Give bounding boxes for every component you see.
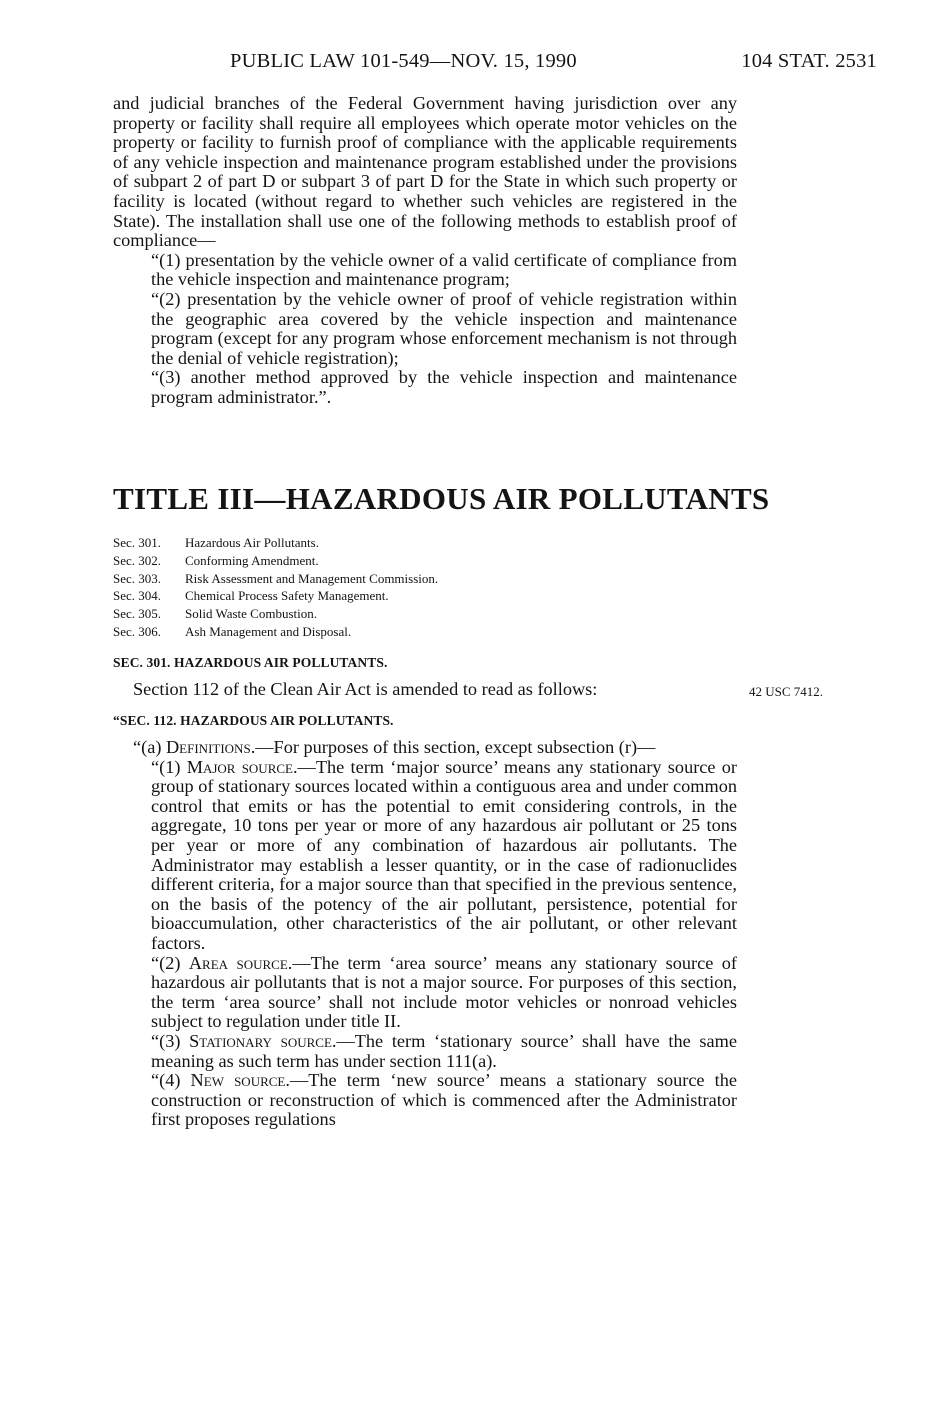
toc-section-label: Chemical Process Safety Management.	[185, 588, 389, 604]
toc-section-label: Ash Management and Disposal.	[185, 623, 352, 639]
toc-section-number: Sec. 303.	[113, 570, 162, 586]
proof-method-1: “(1) presentation by the vehicle owner of a valid certificate of compliance from the vehicle inspection and maintenance program;	[151, 249, 737, 290]
definition-caption: Major source	[186, 756, 293, 777]
subsection-a-text: .—For purposes of this section, except subsection (r)—	[250, 737, 656, 757]
toc-entry	[113, 623, 438, 641]
definition-prefix: “(3)	[151, 1030, 190, 1051]
proof-method-2: “(2) presentation by the vehicle owner of proof of vehicle registration within the geographic area covered by the vehicle inspection and maintenance program (except for any program whose enforcement mechanism is not through the denial of vehicle registration);	[151, 288, 737, 368]
definition-prefix: “(2)	[151, 952, 189, 973]
running-head	[0, 50, 943, 76]
definition-text: .—The term ‘area source’ means any stationary source of hazardous air pollutants that is not a major source. For purposes of this section, the term ‘area source’ shall not include motor vehicles or nonroad vehicles subject to regulation under title II.	[151, 952, 737, 1032]
section-112-heading: “SEC. 112. HAZARDOUS AIR POLLUTANTS.	[113, 713, 394, 728]
definition-prefix: “(4)	[151, 1070, 191, 1091]
definition-text: .—The term ‘new source’ means a stationary source the construction or reconstruction of which is commenced after the Administrator first proposes regulations	[151, 1070, 737, 1130]
margin-citation: 42 USC 7412.	[749, 684, 824, 699]
definition-area-source	[151, 954, 737, 1032]
definition-caption: Area source	[188, 952, 288, 973]
section-301-body	[113, 680, 737, 700]
definition-caption: New source	[190, 1070, 286, 1091]
subsection-a	[113, 738, 737, 758]
toc-section-number: Sec. 304.	[113, 588, 162, 604]
definition-text: .—The term ‘major source’ means any stationary source or group of stationary sources located within a contiguous area and under common control that emits or has the potential to emit considering controls, in the aggregate, 10 tons per year or more of any hazardous air pollutant or 25 tons per year or more of any combination of hazardous air pollutants. The Administrator may establish a lesser quantity, or in the case of radionuclides different criteria, for a major source than that specified in the previous sentence, on the basis of the potency of the air pollutant, persistence, potential for bioaccumulation, other characteristics of the air pollutant, or other relevant factors.	[151, 756, 737, 953]
toc-section-number: Sec. 305.	[113, 606, 162, 622]
running-head-title: PUBLIC LAW 101-549—NOV. 15, 1990	[230, 50, 577, 72]
definition-stationary-source	[151, 1032, 737, 1071]
toc-section-number: Sec. 302.	[113, 552, 162, 568]
toc-section-number: Sec. 301.	[113, 535, 162, 550]
section-301-heading: SEC. 301. HAZARDOUS AIR POLLUTANTS.	[113, 655, 388, 670]
toc-section-label: Solid Waste Combustion.	[185, 606, 317, 622]
definition-caption: Stationary source	[189, 1030, 332, 1051]
definition-major-source	[151, 758, 737, 954]
section-301-intro: Section 112 of the Clean Air Act is amended to read as follows:	[133, 679, 598, 699]
toc-section-label: Hazardous Air Pollutants.	[185, 535, 319, 550]
table-of-contents	[113, 534, 438, 641]
toc-entry	[113, 552, 438, 570]
section-112-body	[113, 738, 737, 1130]
title-heading: TITLE III—HAZARDOUS AIR POLLUTANTS	[113, 481, 770, 516]
toc-section-number: Sec. 306.	[113, 623, 162, 639]
toc-entry	[113, 534, 438, 552]
definition-new-source	[151, 1071, 737, 1130]
toc-entry	[113, 605, 438, 623]
subsection-a-prefix: “(a)	[133, 737, 166, 757]
subsection-a-caption: Definitions	[165, 737, 251, 757]
toc-entry	[113, 570, 438, 588]
statute-page-number: 104 STAT. 2531	[741, 50, 877, 72]
toc-section-label: Risk Assessment and Management Commission.	[185, 570, 439, 586]
continuation-block	[113, 94, 737, 408]
toc-section-label: Conforming Amendment.	[185, 552, 319, 568]
proof-method-3: “(3) another method approved by the vehicle inspection and maintenance program administrator.”.	[151, 367, 737, 407]
definition-text: .—The term ‘stationary source’ shall have the same meaning as such term has under section 111(a).	[151, 1030, 737, 1071]
continuation-paragraph: and judicial branches of the Federal Government having jurisdiction over any property or facility shall require all employees which operate motor vehicles on the property or facility to furnish proof of compliance with the applicable requirements of any vehicle inspection and maintenance program established under the provisions of subpart 2 of part D or subpart 3 of part D for the State in which such property or facility is located (without regard to whether such vehicles are registered in the State). The installation shall use one of the following methods to establish proof of compliance—	[113, 93, 737, 251]
definition-prefix: “(1)	[151, 756, 187, 777]
toc-entry	[113, 587, 438, 605]
